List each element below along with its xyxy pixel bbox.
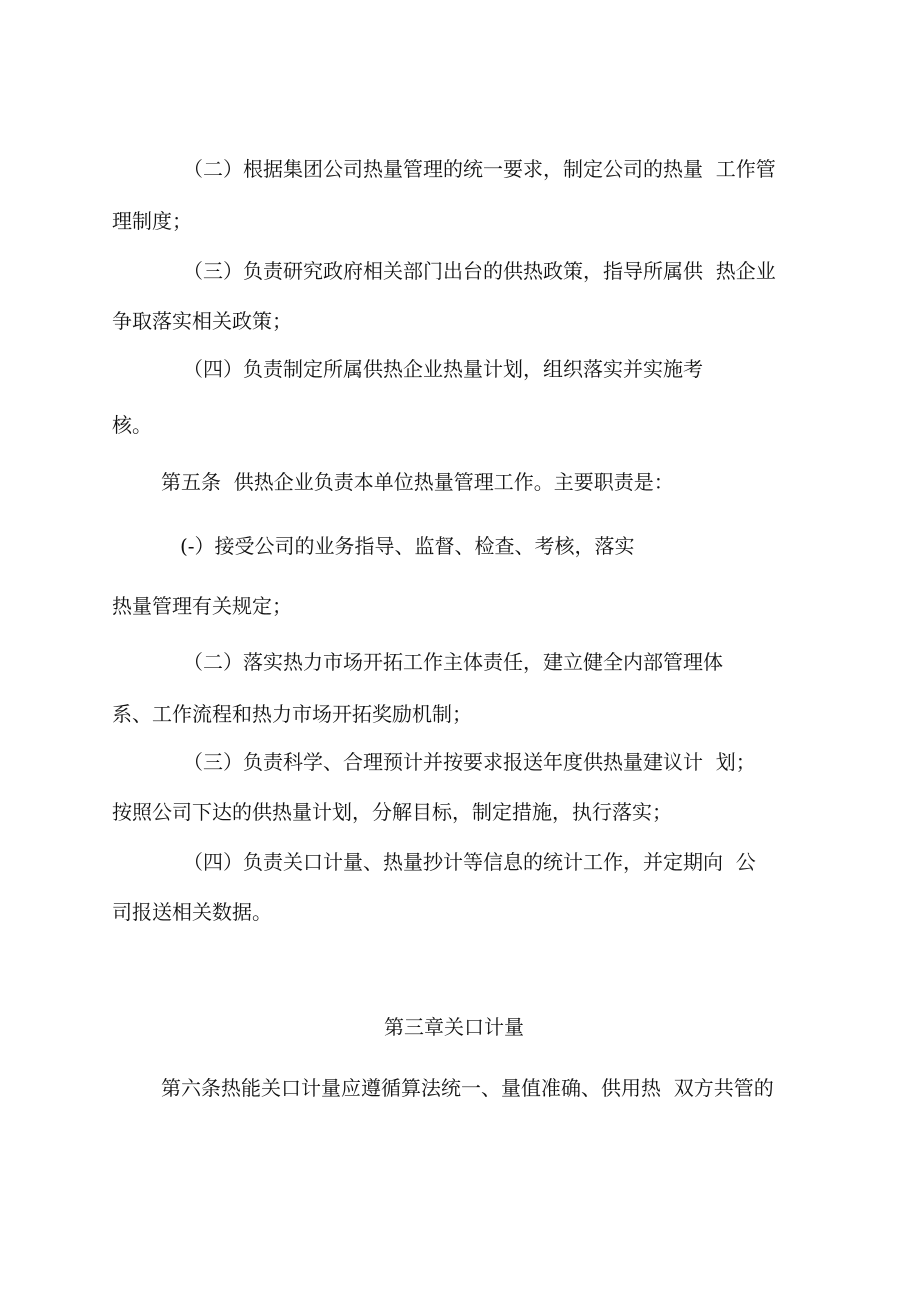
paragraph-line: （三）负责科学、合理预计并按要求报送年度供热量建议计 划； — [183, 750, 756, 774]
article-six-line: 第六条热能关口计量应遵循算法统一、量值准确、供用热 双方共管的 — [161, 1076, 774, 1100]
paragraph-line: 司报送相关数据。 — [112, 900, 272, 924]
paragraph-line: （三）负责研究政府相关部门出台的供热政策，指导所属供 热企业 — [183, 259, 776, 283]
paragraph-line: （二）落实热力市场开拓工作主体责任，建立健全内部管理体 — [183, 650, 723, 674]
paragraph-line: （四）负责关口计量、热量抄计等信息的统计工作，并定期向 公 — [183, 850, 756, 874]
paragraph-line: 争取落实相关政策； — [112, 309, 292, 333]
chapter-title: 第三章关口计量 — [384, 1015, 524, 1039]
paragraph-line: 系、工作流程和热力市场开拓奖励机制； — [112, 702, 472, 726]
paragraph-line: 按照公司下达的供热量计划，分解目标，制定措施，执行落实； — [112, 800, 672, 824]
paragraph-line: （二）根据集团公司热量管理的统一要求，制定公司的热量 工作管 — [183, 157, 776, 181]
paragraph-line: （四）负责制定所属供热企业热量计划，组织落实并实施考 — [183, 357, 703, 381]
paragraph-line: (-）接受公司的业务指导、监督、检查、考核，落实 — [180, 534, 635, 558]
paragraph-line: 热量管理有关规定； — [112, 594, 292, 618]
paragraph-line: 理制度； — [112, 209, 192, 233]
article-heading-line: 第五条 供热企业负责本单位热量管理工作。主要职责是： — [161, 470, 674, 494]
paragraph-line: 核。 — [112, 413, 152, 437]
